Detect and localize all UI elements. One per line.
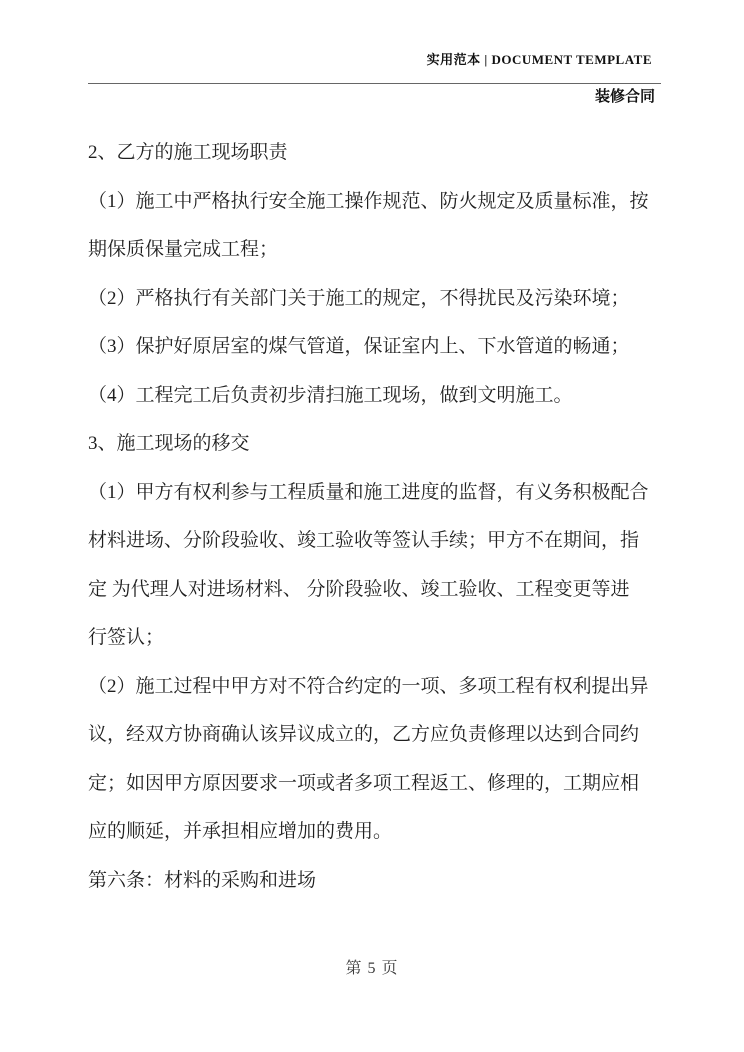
text-line: （1）施工中严格执行安全施工操作规范、防火规定及质量标准，按 [88, 190, 649, 212]
document-body [88, 129, 668, 905]
text-line: 议，经双方协商确认该异议成立的，乙方应负责修理以达到合同约 [88, 724, 640, 745]
text-line: （3）保护好原居室的煤气管道，保证室内上、下水管道的畅通； [88, 336, 630, 357]
header-brand: 实用范本 | DOCUMENT TEMPLATE [426, 52, 652, 67]
text-line: 2、乙方的施工现场职责 [88, 142, 288, 163]
text-line: 第六条：材料的采购和进场 [88, 869, 317, 891]
text-line: 3、施工现场的移交 [88, 433, 250, 454]
text-line: 行签认； [88, 627, 165, 648]
text-line: 定；如因甲方原因要求一项或者多项工程返工、修理的，工期应相 [88, 772, 640, 794]
text-line: （2）施工过程中甲方对不符合约定的一项、多项工程有权利提出异 [88, 675, 649, 697]
header-divider [88, 83, 661, 84]
text-line: 期保质保量完成工程； [88, 239, 279, 260]
text-line: 材料进场、分阶段验收、竣工验收等签认手续；甲方不在期间，指 [88, 530, 640, 551]
header-doc-type: 装修合同 [594, 89, 655, 105]
text-line: （4）工程完工后负责初步清扫施工现场，做到文明施工。 [88, 384, 573, 406]
text-line: （1）甲方有权利参与工程质量和施工进度的监督，有义务积极配合 [88, 481, 649, 503]
page-number: 第 5 页 [345, 960, 399, 977]
text-line: 应的顺延，并承担相应增加的费用。 [88, 821, 393, 842]
text-line: （2）严格执行有关部门关于施工的规定，不得扰民及污染环境； [88, 287, 630, 309]
text-line: 定 为代理人对进场材料、 分阶段验收、竣工验收、工程变更等进 [88, 578, 630, 600]
